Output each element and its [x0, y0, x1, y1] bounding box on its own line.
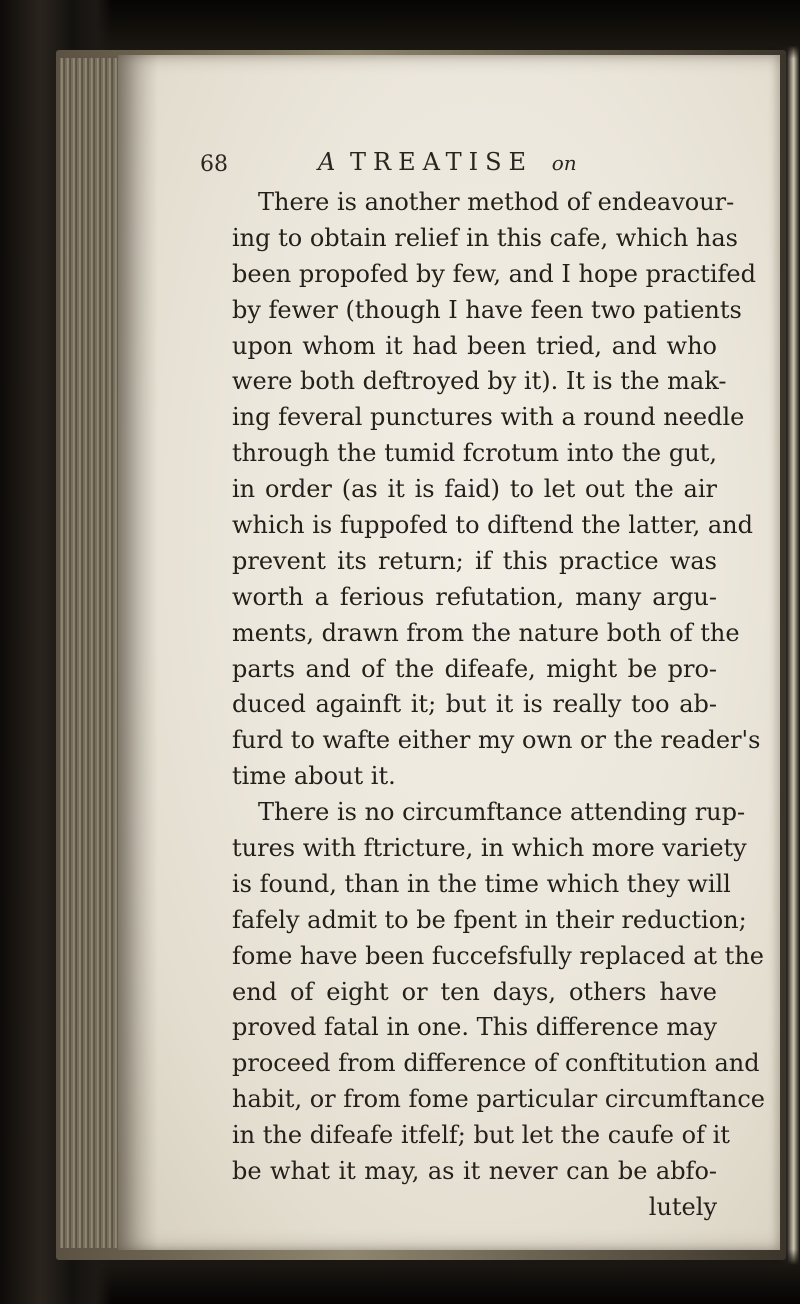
text-line: parts and of the difeafe, might be pro-: [232, 654, 717, 683]
text-line: fafely admit to be fpent in their reduction;: [232, 905, 747, 934]
text-line: proceed from difference of conftitution and: [232, 1049, 760, 1078]
running-head-initial: A: [318, 148, 336, 176]
running-head: [318, 148, 577, 176]
body-text: [232, 185, 766, 1226]
text-line: There is no circumftance attending rup-: [258, 798, 746, 827]
text-line: in the difeafe itfelf; but let the caufe of it: [232, 1121, 730, 1150]
page-number: 68: [200, 152, 228, 177]
text-line: furd to wafte either my own or the reader's: [232, 726, 761, 755]
catchword: lutely: [648, 1192, 717, 1221]
text-line: worth a ferious refutation, many argu-: [232, 582, 717, 611]
text-line: through the tumid fcrotum into the gut,: [232, 439, 717, 468]
text-line: were both deftroyed by it). It is the mak-: [232, 367, 727, 396]
gutter-shadow: [118, 55, 158, 1250]
running-head-suffix: on: [551, 151, 577, 175]
text-line: ing to obtain relief in this cafe, which has: [232, 223, 738, 252]
text-line: duced againft it; but it is really too ab-: [232, 690, 717, 719]
text-line: proved fatal in one. This difference may: [232, 1013, 718, 1042]
text-line: fome have been fuccefsfully replaced at the: [232, 941, 764, 970]
text-line: upon whom it had been tried, and who: [232, 331, 717, 360]
text-line: in order (as it is faid) to let out the air: [232, 475, 717, 504]
text-line: prevent its return; if this practice was: [232, 546, 717, 575]
text-line: There is another method of endeavour-: [258, 188, 735, 216]
page-header: [200, 148, 720, 182]
page-edges: [60, 58, 120, 1248]
text-line: which is fuppofed to diftend the latter, and: [232, 511, 753, 540]
text-line: ments, drawn from the nature both of the: [232, 618, 740, 647]
text-line: be what it may, as it never can be abfo-: [232, 1157, 717, 1186]
text-line: end of eight or ten days, others have: [232, 977, 717, 1006]
text-line: ing feveral punctures with a round needle: [232, 403, 745, 432]
text-line: been propofed by few, and I hope practifed: [232, 259, 756, 288]
text-line: time about it.: [232, 762, 396, 791]
text-line: habit, or from fome particular circumftance: [232, 1085, 766, 1114]
running-head-word: TREATISE: [349, 148, 534, 176]
text-line: is found, than in the time which they will: [232, 869, 731, 898]
text-line: by fewer (though I have feen two patients: [232, 295, 742, 324]
text-line: tures with ftricture, in which more variety: [232, 834, 747, 863]
